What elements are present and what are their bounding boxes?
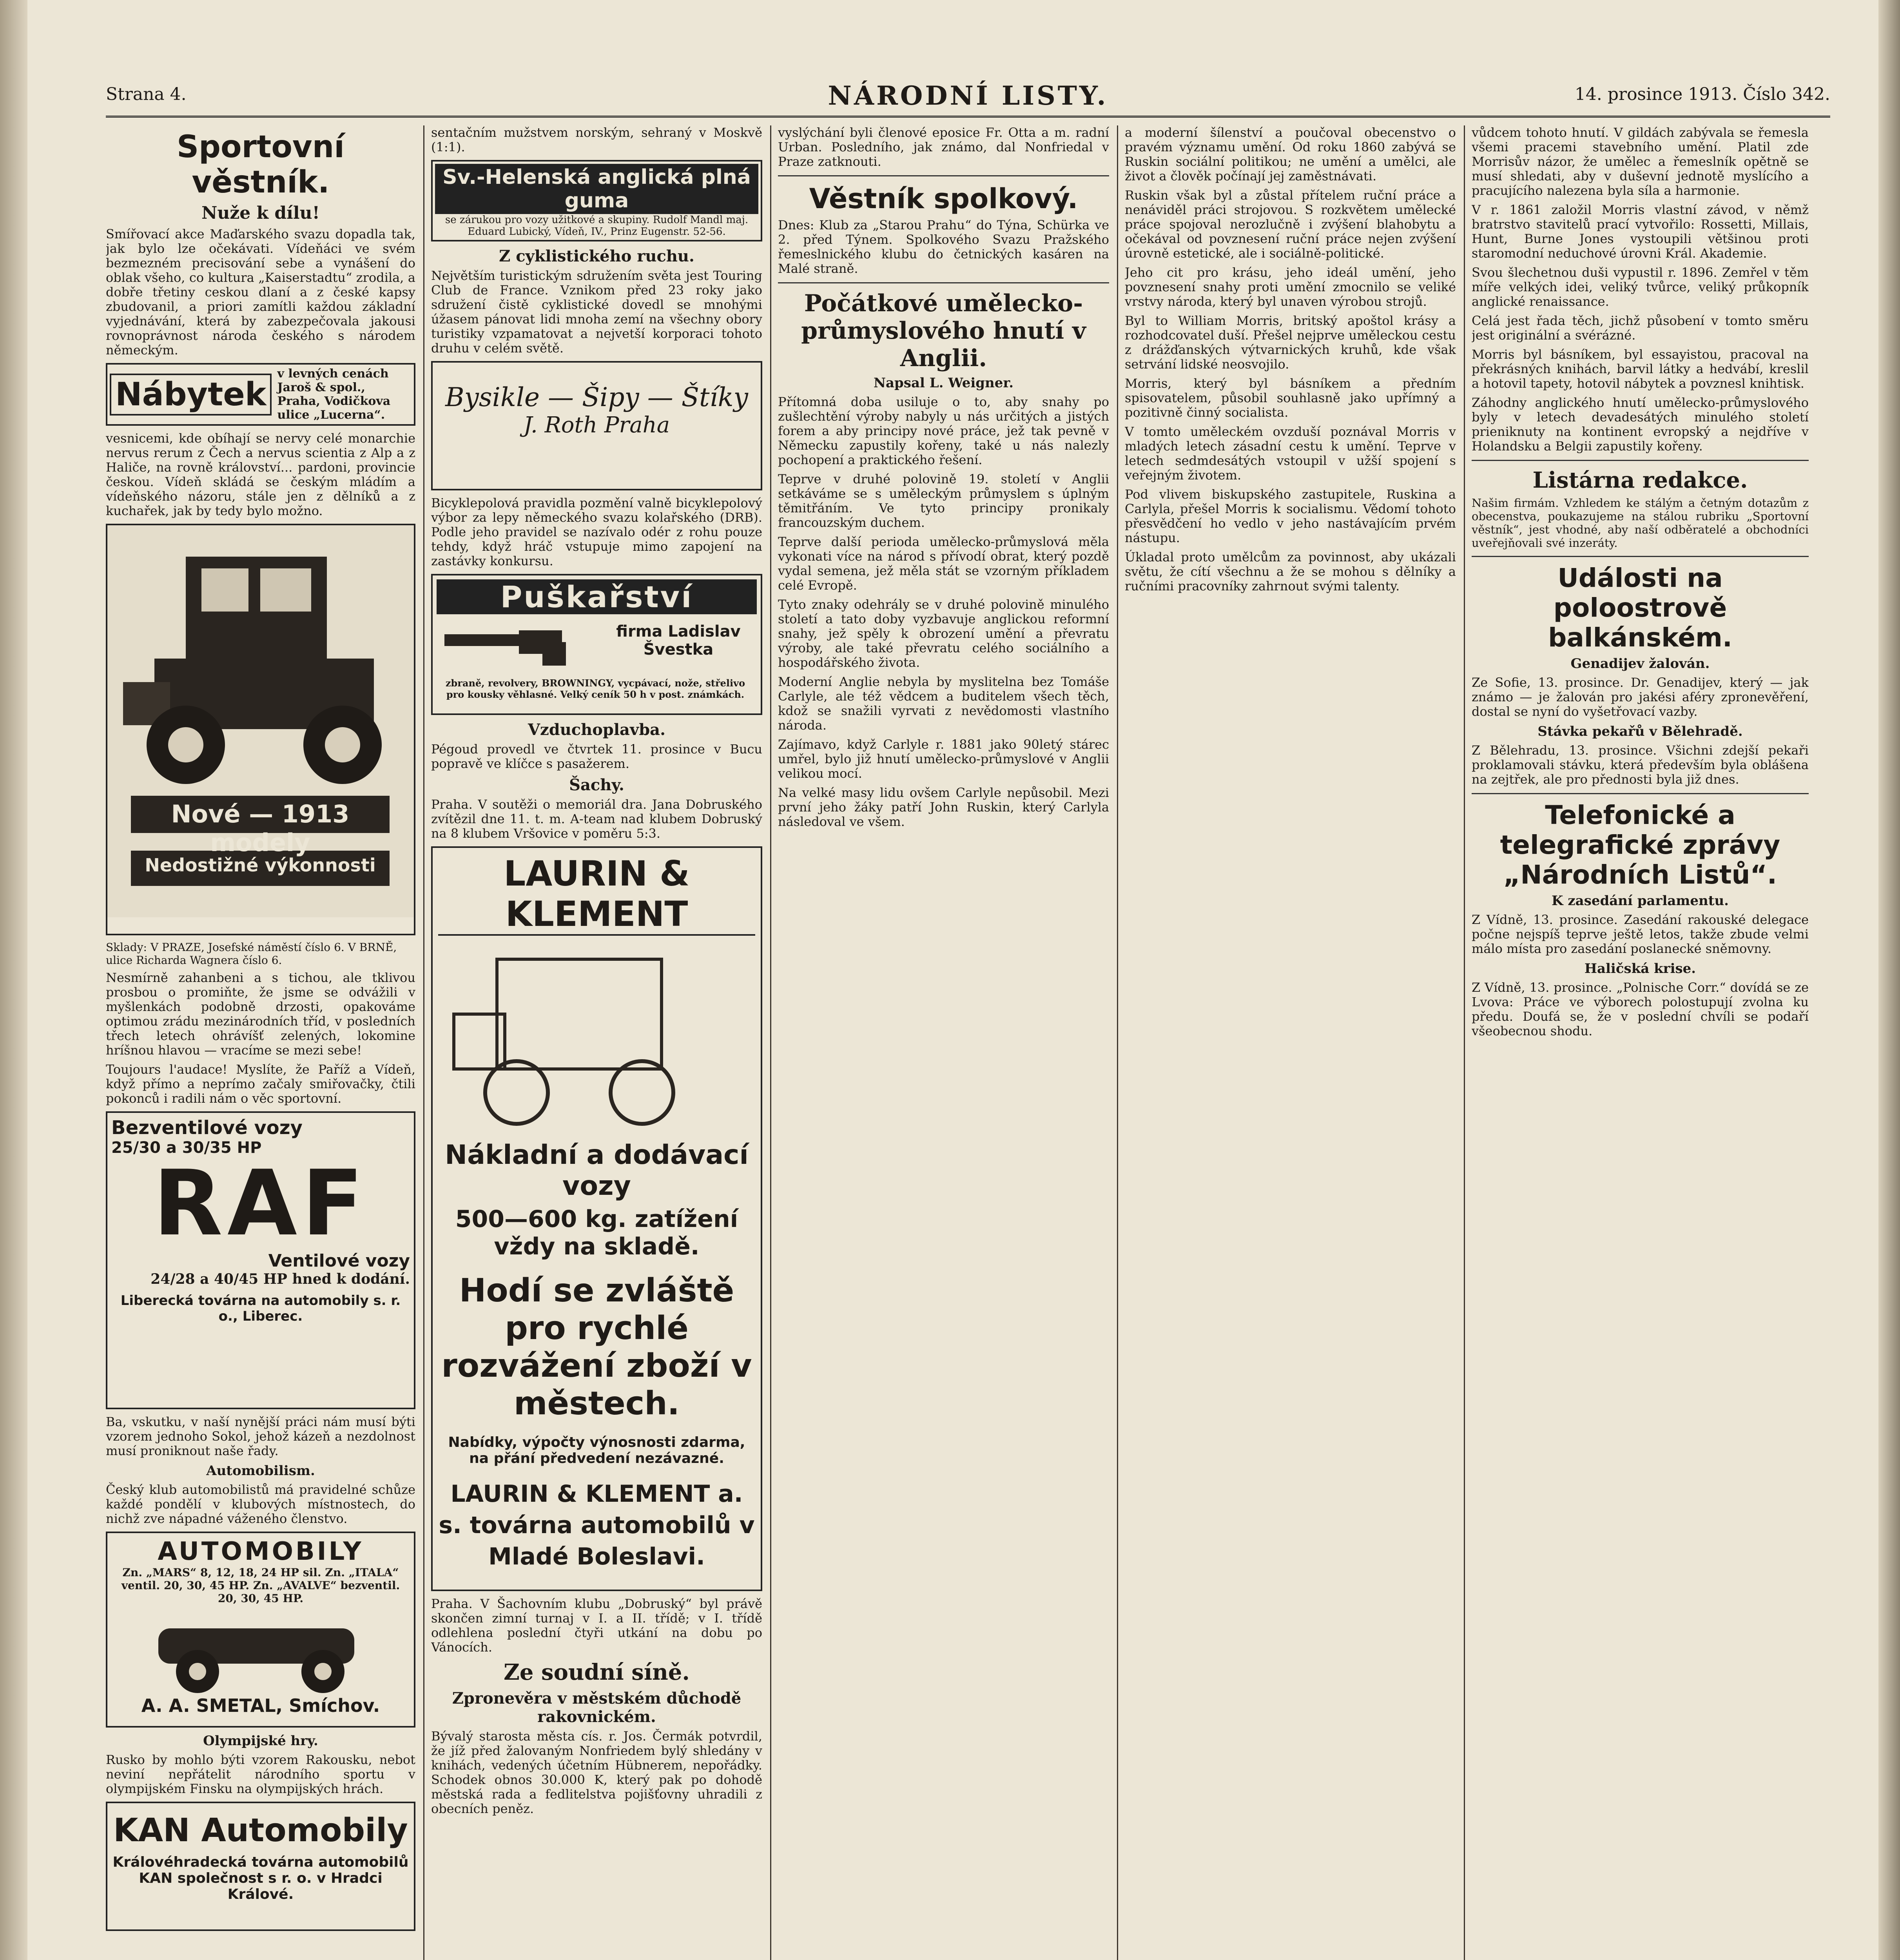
- heading-embezzlement: Zpronevěra v městském důchodě rakovnickém.: [452, 1689, 742, 1726]
- ad-raf-firm: Liberecká továrna na automobily s. r. o., Liberec.: [120, 1293, 401, 1324]
- heading-chess: Šachy.: [569, 776, 624, 794]
- car-illustration: [111, 1605, 401, 1695]
- ad-smetal: [106, 1532, 415, 1728]
- ad-smetal-title: AUTOMOBILY: [158, 1537, 364, 1566]
- article-text: Pod vlivem biskupského zastupitele, Ruskina a Carlyla, přešel Morris k socialismu. Vědomí tohoto přesvědčení ho vedlo v jeho nastávajícím prvém nástupu.: [1125, 487, 1456, 545]
- ad-lk-line4: Nabídky, výpočty výnosnosti zdarma, na přání předvedení nezávazné.: [448, 1434, 745, 1466]
- article-text: vesnicemi, kde obíhají se nervy celé monarchie nervus rerum z Čech a nervus scientia z Alp a z Haliče, na rovně království... pardoni, provincie českou. Vídeň skládá se českým mládím a vídeňského názoru, stále jen z dělníků a z kuchařek, jak by tedy bylo možno.: [106, 431, 415, 518]
- article-text: Záhodny anglického hnutí umělecko-průmyslového byly v letech devadesátých minulého století prieniknuty na kontinent evropský a nejdříve v Holandsku a Belgii zapustily kořeny.: [1472, 395, 1809, 454]
- issue-date: 14. prosince 1913. Číslo 342.: [1574, 84, 1830, 104]
- column-2: [431, 125, 762, 1960]
- heading-editorial: Listárna redakce.: [1532, 467, 1748, 493]
- ad-furniture: [106, 363, 415, 426]
- ad-puskarstvi-firm: firma Ladislav Švestka: [616, 622, 741, 659]
- heading-arts-crafts: Počátkové umělecko-průmyslového hnutí v Anglii.: [801, 290, 1086, 372]
- revolver-icon: [441, 619, 597, 666]
- heading-court: Ze soudní síně.: [504, 1659, 690, 1685]
- page-edge: [1878, 0, 1900, 1960]
- ad-laurin-line2: Nedostižné výkonnosti: [145, 855, 376, 876]
- section-title-sport: Sportovní věstník.: [176, 129, 345, 200]
- article-subtitle: Nuže k dílu!: [201, 203, 320, 223]
- article-text: Pégoud provedl ve čtvrtek 11. prosince v Bucu popravě ve klíčce s pasažerem.: [431, 742, 762, 771]
- article-text: Teprve v druhé polovině 19. století v Anglii setkáváme se s uměleckým průmyslem s úplným těmitřáním. Ve tyto principy pronikaly francouzským duchem.: [778, 472, 1109, 530]
- column-3: [778, 125, 1109, 1960]
- column-5: [1472, 125, 1809, 1960]
- article-text: Rusko by mohlo býti vzorem Rakousku, nebot neviní nepřátelit národního sportu v olympijském Finsku na olympijských hrách.: [106, 1752, 415, 1796]
- ad-kan-title: KAN Automobily: [113, 1812, 408, 1849]
- article-text: Úkladal proto umělcům za povinnost, aby ukázali světu, že cítí všechnu a že se mohou s dělníky a ručními pracovníky zahrnout svými talenty.: [1125, 550, 1456, 593]
- column-4: [1125, 125, 1456, 1960]
- ad-furniture-text: v levných cenách Jaroš & spol., Praha, Vodičkova ulice „Lucerna“.: [277, 367, 391, 422]
- subheading-olympics: Olympijské hry.: [203, 1733, 318, 1749]
- heading-aviation: Vzduchoplavba.: [528, 720, 666, 739]
- page-number: Strana 4.: [106, 84, 187, 104]
- ad-raf: [106, 1111, 415, 1409]
- article-text: vyslýchání byli členové eposice Fr. Otta a m. radní Urban. Posledního, jak známo, dal Nonfriedal v Praze zatknouti.: [778, 125, 1109, 169]
- heading-cycling: Z cyklistického ruchu.: [499, 247, 694, 265]
- article-text: Praha. V Šachovním klubu „Dobruský“ byl právě skončen zimní turnaj v I. a II. třídě; v I. třídě odlehlena poslední čtyři utkání na dobu po Vánocích.: [431, 1596, 762, 1655]
- article-text: Smířovací akce Maďarského svazu dopadla tak, jak bylo lze očekávati. Vídeňáci ve svém bezmezném precisování sebe a vynášení do oblak všeho, co kultura „Kaiserstadtu“ zrodila, a dobře třetiny ceskou dlaní a z české kapsy zbudovanil, a priori zamítli každou základní vyjednávání, která by zabezpečovala jakousi rovnoprávnost národa českého s národem německým.: [106, 227, 415, 358]
- ad-raf-sub: 25/30 a 30/35 HP: [111, 1139, 262, 1157]
- article-text: Z Vídně, 13. prosince. Zasedání rakouské delegace počne nejspíš teprve ještě letos, takže zbude velmi málo místa pro zasedání poslanecké sněmovny.: [1472, 912, 1809, 956]
- article-text: Největším turistickým sdružením světa jest Touring Club de France. Vznikom před 23 roky jako sdružení čistě cyklistické dovedl se mnohými úžasem pánovat lidi mnoha zemí na všechny obory turistiky vzpamatovat a nejvetší korporaci tohoto druhu v celém světě.: [431, 268, 762, 356]
- article-text: Bývalý starosta města cís. r. Jos. Čermák potvrdil, že jíž před žalovaným Nonfriedem bylý shledány v knihách, vedených účetním Hübnerem, nepořádky. Schodek obnos 30.000 K, který pak po dohodě městská rada a fedlitelstva pojišťovny uhradili z obecních peněz.: [431, 1729, 762, 1816]
- ad-furniture-logo: Nábytek: [110, 374, 272, 416]
- article-text: a moderní šílenství a poučoval obecenstvo o pravém významu umění. Od roku 1860 zabývá se Ruskin sociální politikou; ne umění a umělci, ale život a člověk počínají jej zaměstnávati.: [1125, 125, 1456, 183]
- article-text: Byl to William Morris, britský apoštol krásy a rozhodcovatel duší. Přešel nejprve uměleckou cestu z drážďanských výtvarnických kruhů, kde však setrvání lidské neosvojilo.: [1125, 313, 1456, 372]
- article-text: Morris, který byl básníkem a předním spisovatelem, působil souhlasně jako upřímný a pozitivně činný socialista.: [1125, 376, 1456, 420]
- ad-kan-text: Královéhradecká továrna automobilů KAN společnost s r. o. v Hradci Králové.: [112, 1854, 409, 1902]
- article-text: Ruskin však byl a zůstal přítelem ruční práce a nenáviděl práci strojovou. S rozkvětem umělecké práce spojoval nerozlučně i zvýšení blahobytu a očekával od povznesení ruční práce nejen zvýšení úrovně estetické, ale i sociálně-politické.: [1125, 188, 1456, 261]
- ad-laurin-klement: [431, 846, 762, 1591]
- article-text: Teprve další perioda umělecko-průmyslová měla vykonati více na národ s přívodí obrat, který pozdě vydal semena, jež měla stát se vzorným příkladem celé Evropě.: [778, 534, 1109, 593]
- heading-telegraph: Telefonické a telegrafické zprávy „Národních Listů“.: [1500, 800, 1780, 890]
- ad-lk-title: LAURIN & KLEMENT: [438, 853, 755, 936]
- ad-lk-firm: LAURIN & KLEMENT a. s. továrna automobilů v Mladé Boleslavi.: [439, 1480, 755, 1570]
- subheading-galicia: Haličská krise.: [1584, 961, 1696, 976]
- ad-smetal-firm: A. A. SMETAL, Smíchov.: [141, 1695, 380, 1716]
- ad-puskarstvi: [431, 574, 762, 715]
- article-text: Český klub automobilistů má pravidelné schůze každé pondělí v klubových místnostech, do nichž zve nápadné váženého členstvo.: [106, 1482, 415, 1526]
- subheading-strike: Stávka pekařů v Bělehradě.: [1537, 724, 1743, 739]
- article-text: sentačním mužstvem norským, sehraný v Moskvě (1:1).: [431, 125, 762, 154]
- editorial-text: Našim firmám. Vzhledem ke stálým a četným dotazům z obecenstva, poukazujeme na stálou rubriku „Sportovní věstník“, jest vhodné, aby naší odběratelé a obchodníci uveřejňovali své inzeráty.: [1472, 496, 1809, 550]
- article-text: Bicyklepolová pravidla pozmění valně bicyklepolový výbor za lepy německého svazu kolařského (DRB). Podle jeho pravidel se nazívalo odér z rohu pouze tehdy, když hráč vstupuje mimo zapojení na zastávky konkursu.: [431, 495, 762, 568]
- newspaper-title: NÁRODNÍ LISTY.: [828, 80, 1108, 111]
- heading-balkans: Události na poloostrově balkánském.: [1548, 563, 1732, 653]
- column-rule: [423, 125, 424, 1960]
- ad-laurin-caption: Sklady: V PRAZE, Josefské náměstí číslo 6. V BRNĚ, ulice Richarda Wagnera číslo 6.: [106, 941, 397, 967]
- separator: [1472, 460, 1809, 461]
- ad-raf-title: Bezventilové vozy: [111, 1117, 303, 1139]
- ad-puskarstvi-title: Puškařství: [437, 579, 757, 614]
- ad-lk-line2: 500—600 kg. zatížení vždy na skladě.: [455, 1205, 738, 1260]
- ad-roth-firm: J. Roth Praha: [523, 412, 670, 438]
- article-text: Ba, vskutku, v naší nynější práci nám musí býti vzorem jednoho Sokol, jehož kázeň a nezdolnost musí proniknout naše řady.: [106, 1414, 415, 1458]
- article-text: V r. 1861 založil Morris vlastní závod, v němž bratrstvo stavitelů prací vytvořilo: Rossetti, Millais, Hunt, Burne Jones vystoupili většinou proti staromodní neduchové úrovni Král. Akademie.: [1472, 202, 1809, 261]
- ad-kan: [106, 1802, 415, 1931]
- article-text: Jeho cit pro krásu, jeho ideál umění, jeho povznesení snahy proti umění zmocnilo se veliké vrstvy národa, který byl unaven výrobou strojů.: [1125, 265, 1456, 309]
- separator: [778, 175, 1109, 176]
- article-text: Moderní Anglie nebyla by myslitelna bez Tomáše Carlyle, ale též vědcem a buditelem všech těch, kdož se snažili vyrvati z nevědomosti vlastního národa.: [778, 674, 1109, 733]
- page-header: [106, 80, 1830, 118]
- ad-helenska-guma: [431, 160, 762, 241]
- article-text: Na velké masy lidu ovšem Carlyle nepůsobil. Mezi první jeho žáky patří John Ruskin, který Carlyla následoval ve všem.: [778, 785, 1109, 829]
- article-text: Toujours l'audace! Myslíte, že Paříž a Vídeň, když přímo a neprímo začaly smiřovačky, čtili pokonců i radili nám o věc sportovní.: [106, 1062, 415, 1106]
- subheading-parliament: K zasedání parlamentu.: [1551, 893, 1729, 909]
- subheading-genadijev: Genadijev žalován.: [1570, 656, 1710, 671]
- article-text: Celá jest řada těch, jichž působení v tomto směru jest originální a svérázné.: [1472, 313, 1809, 343]
- ad-roth: [431, 361, 762, 490]
- ad-lk-line1: Nákladní a dodávací vozy: [445, 1140, 749, 1201]
- ad-raf-sub3: 24/28 a 40/45 HP hned k dodání.: [150, 1271, 410, 1287]
- article-author: Napsal L. Weigner.: [873, 375, 1014, 391]
- article-text: Z Vídně, 13. prosince. „Polnische Corr.“ dovídá se ze Lvova: Práce ve výborech polostupují zvolna ku předu. Doufá se, že v poslední chvíli se podaří všeobecnou shodu.: [1472, 980, 1809, 1038]
- article-text: V tomto uměleckém ovzduší poznával Morris v mladých letech zásadní cestu k umění. Teprve v letech sedmdesátých vstoupil v užší spojení s veřejným životem.: [1125, 424, 1456, 483]
- delivery-truck-illustration: [438, 936, 744, 1140]
- ad-roth-title: Bysikle — Šipy — Štíky: [445, 382, 748, 412]
- article-text: Nesmírně zahanbeni a s tichou, ale tklivou prosbou o promiňte, že jsme se odvážili v myšlenkách podobně drzosti, opakováme optimou zrádu mezinárodních tříd, v posledních třech letech ohrávíšť zelených, lokomine hríšnou hlavou — vracíme se mezi sebe!: [106, 970, 415, 1058]
- article-text: Ze Sofie, 13. prosince. Dr. Genadijev, který — jak známo — je žalován pro jakési aféry zpronevěření, dostal se nyní do vyšetřovací vazby.: [1472, 675, 1809, 719]
- column-rule: [1464, 125, 1465, 1960]
- ad-smetal-text: Zn. „MARS“ 8, 12, 18, 24 HP sil. Zn. „ITALA“ ventil. 20, 30, 45 HP. Zn. „AVALVE“ bezventil. 20, 30, 45 HP.: [121, 1566, 400, 1605]
- ad-laurin-car: [106, 524, 415, 935]
- article-text: Přítomná doba usiluje o to, aby snahy po zušlechtění výroby nabyly u nás určitých a jistých forem a aby principy nové práce, jež tak pevně v Německu zapustily kořeny, také u nás nalezly pochopení a praktického řešení.: [778, 394, 1109, 467]
- subheading-automobilism: Automobilism.: [206, 1463, 315, 1479]
- column-rule: [770, 125, 771, 1960]
- article-text: Morris byl básníkem, byl essayistou, pracoval na překrásných knihách, barvil látky a hedvábí, kreslil a hotovil tapety, hotovil nábytek a povznesl knihtisk.: [1472, 347, 1809, 391]
- column-rule: [1117, 125, 1118, 1960]
- article-text: Praha. V soutěži o memoriál dra. Jana Dobruského zvítězil dne 11. t. m. A-team nad klubem Dobruský na 8 klubem Vršovice v poměru 5:3.: [431, 797, 762, 841]
- column-1: [106, 125, 415, 1960]
- ad-raf-logo: RAF: [153, 1151, 368, 1256]
- article-text: Z Bělehradu, 13. prosince. Všichni zdejší pekaři proklamovali stávku, která především byla oblášena na zejtřek, ale pro přednosti byla již dnes.: [1472, 743, 1809, 787]
- separator: [1472, 556, 1809, 557]
- article-text: Tyto znaky odehrály se v druhé polovině minulého století a tato doby vyzbavuje anglickou reformní snahy, jež spěly k obrození umění a převratu výroby, ale také převratu celého sociálního a hospodářského života.: [778, 597, 1109, 670]
- ad-helenska-title: Sv.-Helenská anglická plná guma: [435, 164, 758, 214]
- ad-lk-line3: Hodí se zvláště pro rychlé rozvážení zboží v městech.: [441, 1272, 752, 1422]
- heading-clubs: Věstník spolkový.: [809, 183, 1078, 215]
- article-text: Dnes: Klub za „Starou Prahu“ do Týna, Schürka ve 2. před Týnem. Spolkového Svazu Pražského řemeslnického klubu do četnických kasáren na Malé straně.: [778, 218, 1109, 276]
- ad-raf-sub2: Ventilové vozy: [268, 1251, 410, 1271]
- ad-puskarstvi-text: zbraně, revolvery, BROWNINGY, vycpávací, nože, střelivo pro kousky věhlasné. Velký ceník 50 h v post. známkách.: [445, 677, 745, 700]
- separator: [778, 282, 1109, 283]
- article-text: vůdcem tohoto hnutí. V gildách zabývala se řemesla všemi pracemi stavebního umění. Platil zde Morrisův názor, že umělec a řemeslník opětně se musí shledati, aby v duševní jednotě myslícího a pracujícího nalezena byla síla a harmonie.: [1472, 125, 1809, 198]
- ad-helenska-text: se zárukou pro vozy užitkové a skupiny. Rudolf Mandl maj. Eduard Lubický, Vídeň, IV., Prinz Eugenstr. 52-56.: [445, 214, 749, 238]
- article-text: Svou šlechetnou duši vypustil r. 1896. Zemřel v těm míře velkých idei, veliký tvůrce, veliký průkopník anglické renaissance.: [1472, 265, 1809, 309]
- separator: [1472, 793, 1809, 794]
- ad-laurin-line1: Nové — 1913 modely: [171, 800, 350, 857]
- article-text: Zajímavo, když Carlyle r. 1881 jako 90letý stárec umřel, bylo již hnutí umělecko-průmyslové v Anglii velikou mocí.: [778, 737, 1109, 781]
- binding-edge: [0, 0, 27, 1960]
